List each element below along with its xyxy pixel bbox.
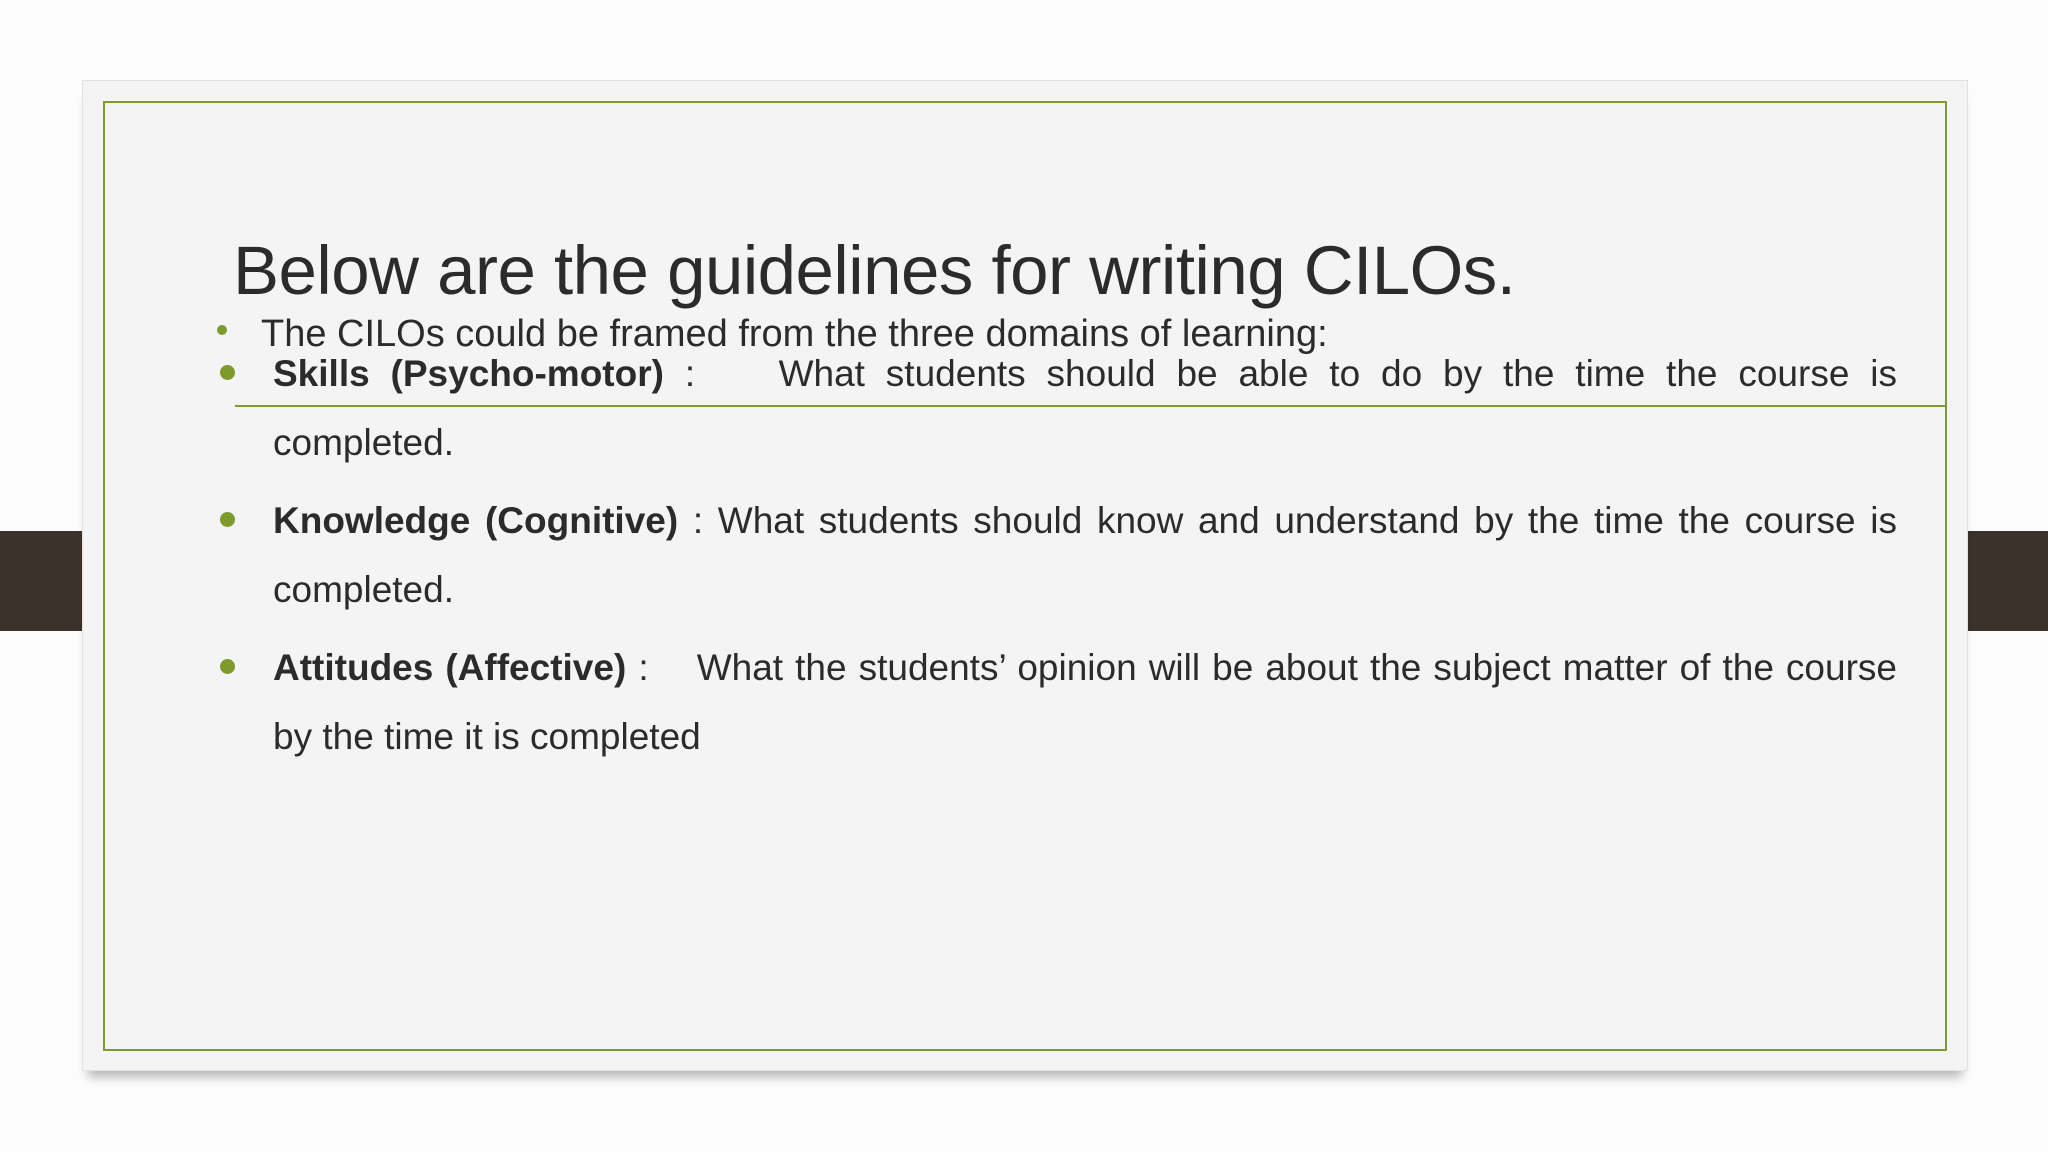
item-text: What the students’ opinion will be about the subject matter of the course by the time it is completed bbox=[273, 647, 1897, 757]
item-separator: : bbox=[663, 353, 779, 394]
bullet-dot-icon bbox=[220, 365, 235, 380]
title-underline bbox=[235, 405, 1945, 407]
item-term: Knowledge (Cognitive) bbox=[273, 500, 679, 541]
item-text: What students should know and understand by the time the course is completed. bbox=[273, 500, 1897, 610]
intro-text: The CILOs could be framed from the three domains of learning: bbox=[261, 313, 1328, 355]
bullet-dot-icon bbox=[220, 512, 235, 527]
item-term: Attitudes (Affective) bbox=[273, 647, 627, 688]
bullet-dot-icon bbox=[217, 325, 227, 335]
item-term: Skills (Psycho-motor) bbox=[273, 353, 664, 394]
list-item-attitudes bbox=[273, 633, 1897, 771]
list-item-knowledge bbox=[273, 486, 1897, 624]
slide-card bbox=[82, 80, 1968, 1071]
item-separator: : bbox=[678, 500, 718, 541]
list-item-skills bbox=[273, 339, 1897, 477]
item-separator: : bbox=[626, 647, 697, 688]
item-text: What students should be able to do by the time the course is completed. bbox=[273, 353, 1897, 463]
slide-title: Below are the guidelines for writing CILOs. bbox=[233, 232, 1516, 309]
bullet-dot-icon bbox=[220, 659, 235, 674]
